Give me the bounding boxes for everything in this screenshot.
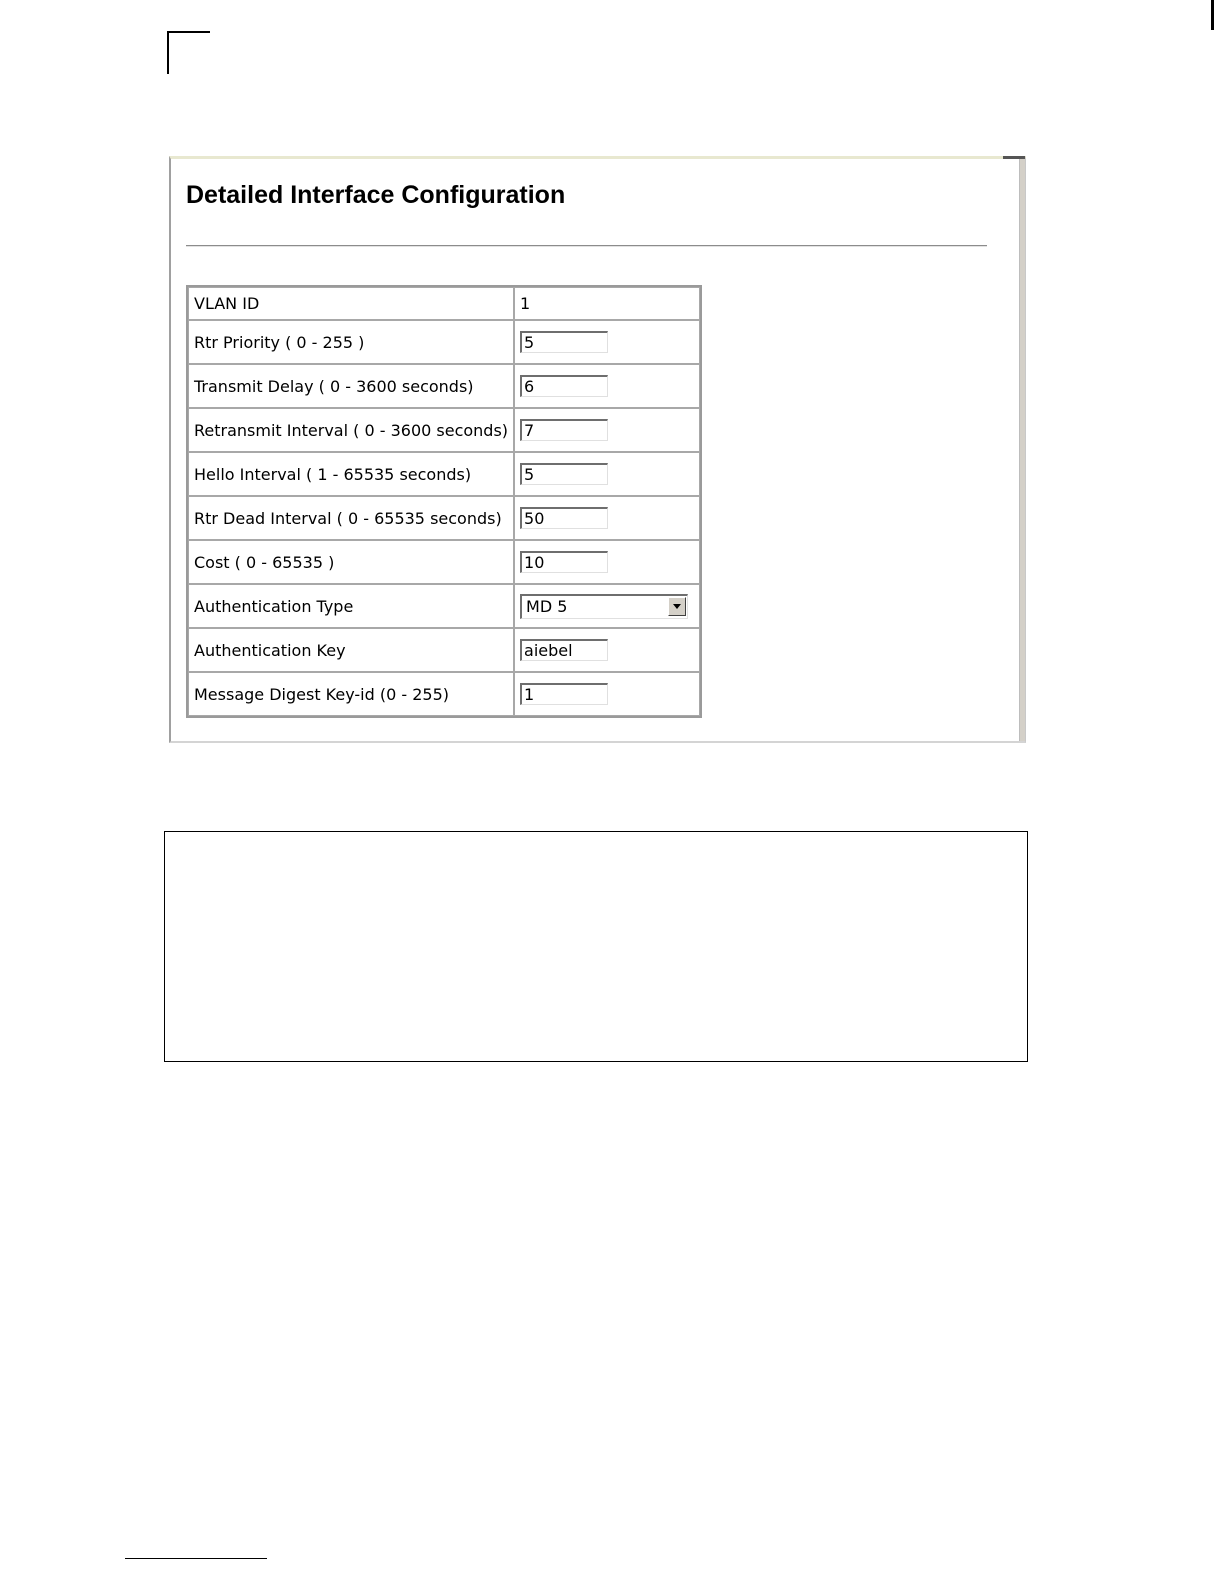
row-transmit-delay (188, 364, 700, 408)
page-title: Detailed Interface Configuration (186, 181, 566, 209)
rtr-priority-label: Rtr Priority ( 0 - 255 ) (188, 320, 514, 364)
empty-bordered-box (164, 831, 1028, 1062)
transmit-delay-input[interactable] (520, 375, 608, 397)
interface-config-window (169, 156, 1026, 743)
retransmit-interval-label: Retransmit Interval ( 0 - 3600 seconds) (188, 408, 514, 452)
row-message-digest-key-id (188, 672, 700, 716)
authentication-key-label: Authentication Key (188, 628, 514, 672)
window-scroll-edge[interactable] (1019, 159, 1025, 741)
rtr-dead-interval-label: Rtr Dead Interval ( 0 - 65535 seconds) (188, 496, 514, 540)
page-edge-mark (1211, 0, 1214, 30)
rtr-dead-interval-input[interactable] (520, 507, 608, 529)
hello-interval-label: Hello Interval ( 1 - 65535 seconds) (188, 452, 514, 496)
retransmit-interval-input[interactable] (520, 419, 608, 441)
cost-label: Cost ( 0 - 65535 ) (188, 540, 514, 584)
rtr-priority-input[interactable] (520, 331, 608, 353)
row-rtr-dead-interval (188, 496, 700, 540)
vlan-id-value: 1 (514, 287, 700, 320)
message-digest-key-id-input[interactable] (520, 683, 608, 705)
page-corner-mark (167, 31, 210, 74)
authentication-type-selected: MD 5 (526, 596, 568, 616)
row-authentication-type (188, 584, 700, 628)
row-vlan-id (188, 287, 700, 320)
interface-config-table (186, 285, 702, 718)
row-rtr-priority (188, 320, 700, 364)
message-digest-key-id-label: Message Digest Key-id (0 - 255) (188, 672, 514, 716)
row-authentication-key (188, 628, 700, 672)
authentication-type-select[interactable] (520, 594, 688, 619)
chevron-down-icon (673, 604, 681, 609)
row-hello-interval (188, 452, 700, 496)
authentication-key-input[interactable] (520, 639, 608, 661)
footer-rule (125, 1558, 267, 1559)
hello-interval-input[interactable] (520, 463, 608, 485)
title-divider (186, 245, 987, 247)
vlan-id-label: VLAN ID (188, 287, 514, 320)
authentication-type-dropdown-button[interactable] (668, 597, 686, 616)
transmit-delay-label: Transmit Delay ( 0 - 3600 seconds) (188, 364, 514, 408)
row-retransmit-interval (188, 408, 700, 452)
row-cost (188, 540, 700, 584)
cost-input[interactable] (520, 551, 608, 573)
authentication-type-label: Authentication Type (188, 584, 514, 628)
